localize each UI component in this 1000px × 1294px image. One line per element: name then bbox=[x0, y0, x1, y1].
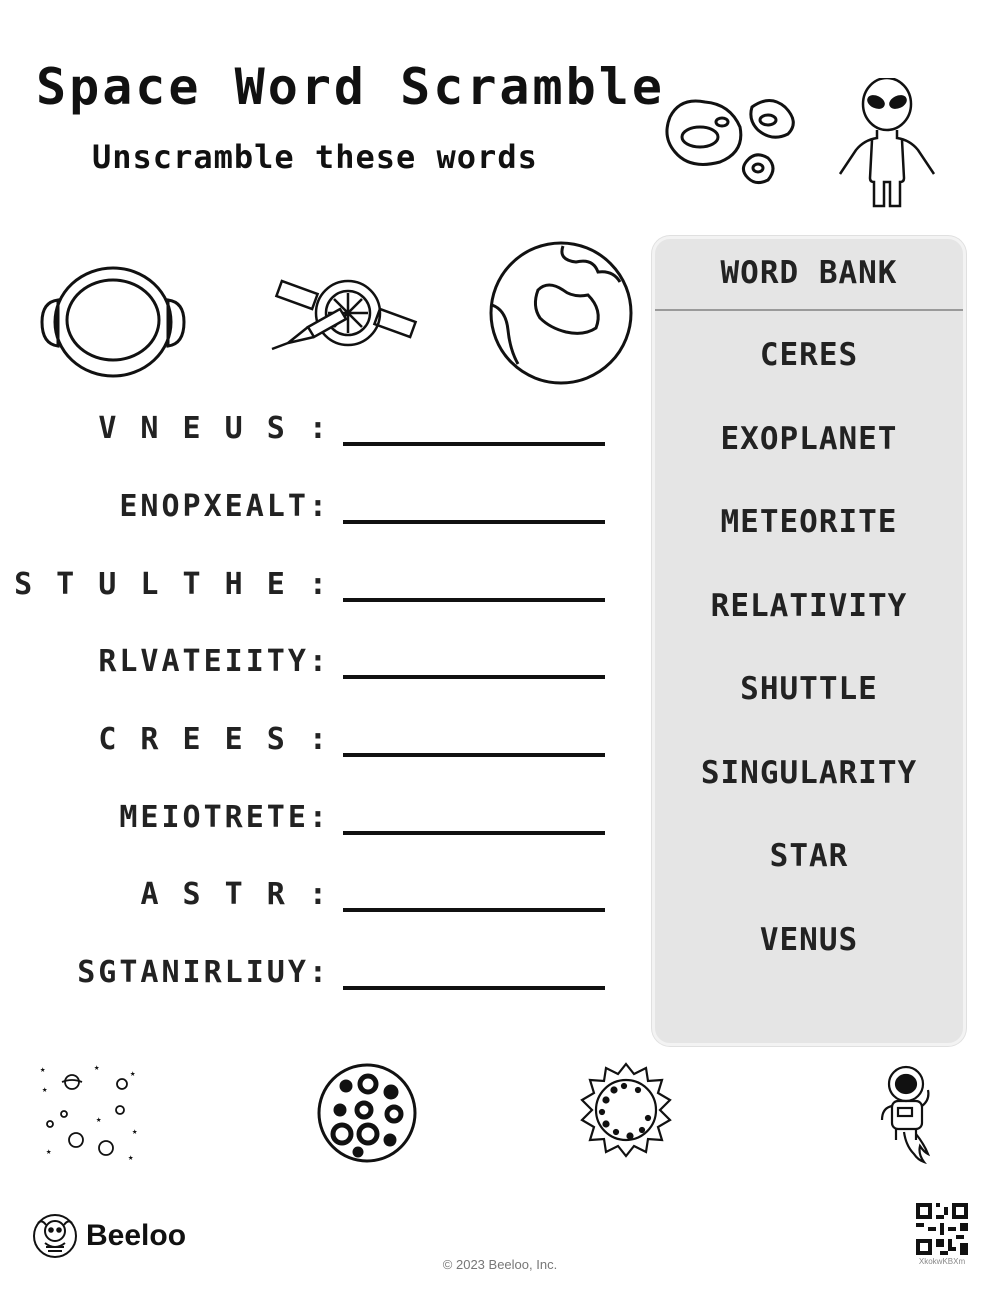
word-bank-item: RELATIVITY bbox=[710, 587, 908, 624]
answer-line[interactable] bbox=[343, 986, 605, 990]
scrambled-word: C R E E S : bbox=[98, 722, 330, 757]
svg-text:★: ★ bbox=[40, 1065, 46, 1075]
svg-text:★: ★ bbox=[128, 1153, 134, 1162]
word-bank-item: EXOPLANET bbox=[720, 420, 898, 457]
svg-text:★: ★ bbox=[96, 1115, 102, 1125]
puzzle-row bbox=[60, 799, 605, 839]
puzzle-row bbox=[14, 566, 605, 606]
alien-icon bbox=[834, 78, 940, 212]
sun-icon bbox=[580, 1062, 672, 1158]
puzzle-row bbox=[60, 721, 605, 761]
scrambled-word: RLVATEIITY: bbox=[98, 644, 330, 679]
word-bank-divider bbox=[655, 309, 963, 311]
scrambled-word: A S T R : bbox=[140, 877, 330, 912]
word-bank-item: METEORITE bbox=[720, 504, 898, 540]
qr-code-label: XkokwKBXm bbox=[918, 1257, 966, 1266]
brand-logo bbox=[32, 1213, 186, 1259]
brand-name: Beeloo bbox=[86, 1219, 187, 1252]
svg-text:★: ★ bbox=[132, 1127, 138, 1137]
scrambled-word: SGTANIRLIUY: bbox=[77, 955, 330, 990]
planet-icon bbox=[316, 1062, 418, 1164]
scrambled-word: V N E U S : bbox=[98, 411, 330, 446]
page-title: Space Word Scramble bbox=[36, 58, 665, 116]
bee-logo-icon bbox=[32, 1213, 78, 1259]
word-bank-item: VENUS bbox=[759, 921, 859, 958]
answer-line[interactable] bbox=[343, 520, 605, 524]
scrambled-word: MEIOTRETE: bbox=[119, 800, 330, 835]
answer-line[interactable] bbox=[343, 675, 605, 679]
puzzle-row bbox=[60, 954, 605, 994]
svg-text:★: ★ bbox=[130, 1069, 136, 1079]
helmet-icon bbox=[40, 262, 186, 380]
svg-text:★: ★ bbox=[42, 1085, 48, 1095]
puzzle-row bbox=[60, 876, 605, 916]
word-bank-list bbox=[655, 337, 963, 1005]
svg-text:★: ★ bbox=[94, 1063, 100, 1073]
galaxy-icon bbox=[36, 1062, 140, 1162]
answer-line[interactable] bbox=[343, 753, 605, 757]
page-subtitle: Unscramble these words bbox=[92, 138, 538, 176]
answer-line[interactable] bbox=[343, 442, 605, 446]
svg-text:★: ★ bbox=[46, 1147, 52, 1157]
astronaut-icon bbox=[876, 1064, 948, 1164]
word-bank-item: SHUTTLE bbox=[740, 671, 878, 707]
scrambled-word: ENOPXEALT: bbox=[119, 489, 330, 524]
answer-line[interactable] bbox=[343, 598, 605, 602]
puzzle-row bbox=[60, 643, 605, 683]
qr-code-icon bbox=[916, 1203, 968, 1259]
scrambled-word: S T U L T H E : bbox=[14, 567, 330, 602]
answer-line[interactable] bbox=[343, 831, 605, 835]
satellite-icon bbox=[268, 275, 420, 355]
word-bank-title: WORD BANK bbox=[720, 255, 898, 291]
word-bank-item: STAR bbox=[769, 838, 849, 874]
word-bank-item: SINGULARITY bbox=[700, 754, 918, 791]
copyright: © 2023 Beeloo, Inc. bbox=[442, 1257, 558, 1272]
earth-icon bbox=[488, 240, 634, 386]
puzzle-row bbox=[60, 410, 605, 450]
puzzle-row bbox=[60, 488, 605, 528]
asteroids-icon bbox=[660, 92, 810, 192]
answer-line[interactable] bbox=[343, 908, 605, 912]
word-bank-item: CERES bbox=[759, 337, 859, 373]
word-bank bbox=[652, 236, 966, 1046]
